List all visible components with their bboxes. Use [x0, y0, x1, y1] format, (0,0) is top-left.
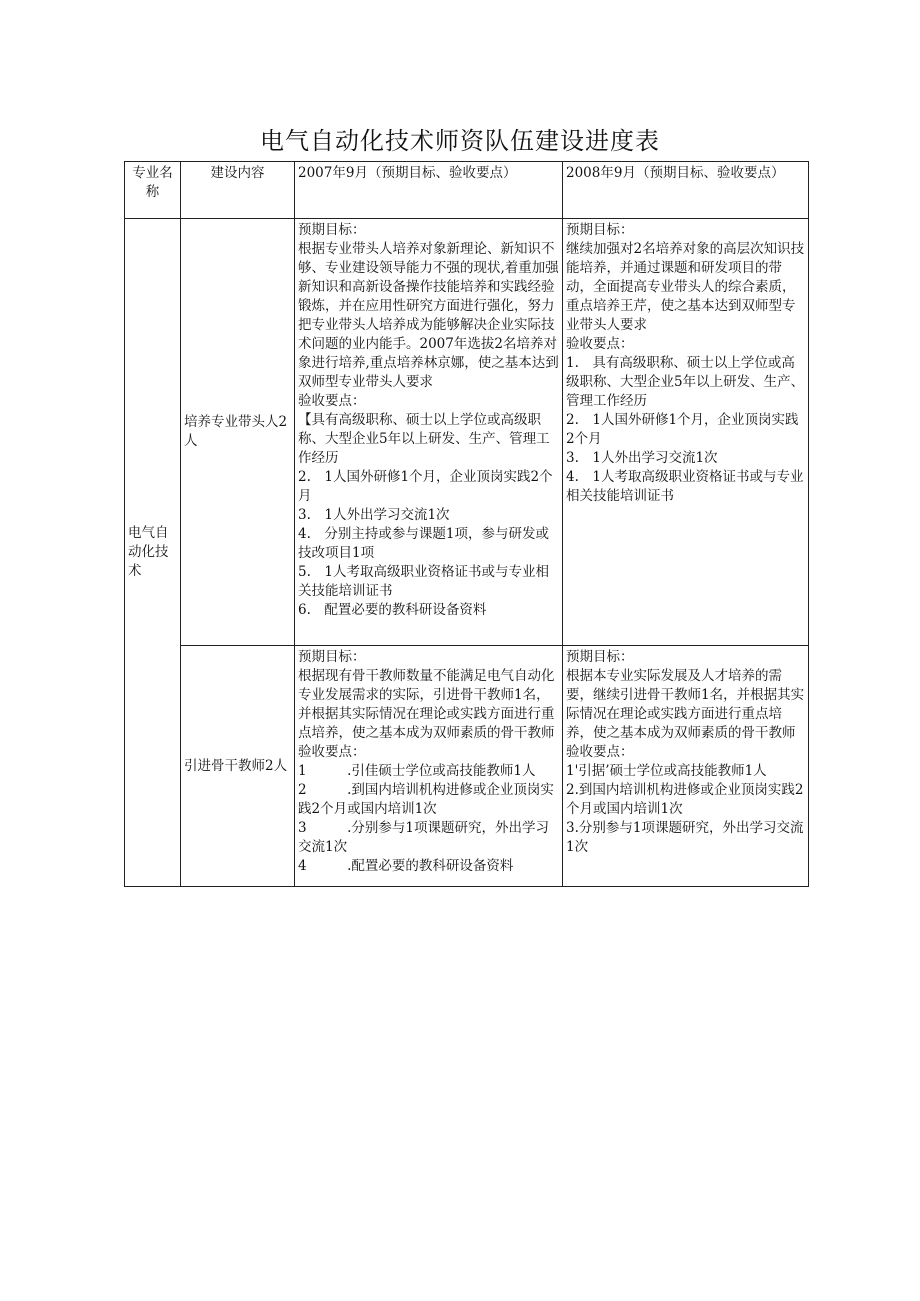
text-line: 2.到国内培训机构进修或企业顶岗实践2个月或国内培训1次 [566, 782, 804, 817]
table-row [125, 646, 809, 887]
text-line: 3. 1人外出学习交流1次 [298, 507, 450, 523]
text-line: 2 .到国内培训机构进修或企业顶岗实践2个月或国内培训1次 [298, 782, 554, 817]
text-line: 5. 1人考取高级职业资格证书或与专业相关技能培训证书 [298, 564, 549, 599]
cell-2007 [295, 219, 563, 646]
text-line: 2. 1人国外研修1个月，企业顶岗实践2个月 [298, 469, 553, 504]
text-line: 预期目标： [298, 222, 366, 238]
cell-2007-text [298, 648, 559, 884]
header-2007: 2007年9月（预期目标、验收要点） [295, 162, 563, 219]
text-line: 4 .配置必要的教科研设备资料 [298, 858, 514, 874]
progress-table [124, 161, 809, 887]
header-2008: 2008年9月（预期目标、验收要点） [563, 162, 809, 219]
content-cell: 培养专业带头人2人 [181, 219, 295, 646]
text-line: 预期目标： [566, 222, 634, 238]
text-line: 3.分别参与1项课题研究，外出学习交流1次 [566, 820, 804, 855]
text-line: 3. 1人外出学习交流1次 [566, 450, 718, 466]
text-line: 【具有高级职称、硕士以上学位或高级职称、大型企业5年以上研发、生产、管理工作经历 [298, 412, 550, 466]
page-title: 电气自动化技术师资队伍建设进度表 [260, 127, 660, 155]
text-line: 4. 1人考取高级职业资格证书或与专业相关技能培训证书 [566, 469, 804, 504]
text-line: 1'引据’硕士学位或高技能教师1人 [566, 763, 767, 779]
cell-2007 [295, 646, 563, 887]
text-line: 预期目标： [298, 649, 366, 665]
text-line: 根据本专业实际发展及人才培养的需要，继续引进骨干教师1名，并根据其实际情况在理论或实践方面进行重点培养，使之基本成为双师素质的骨干教师验收要点： [566, 668, 805, 760]
text-line: 验收要点： [298, 393, 366, 409]
header-major: 专业名称 [125, 162, 181, 219]
major-name-cell: 电气自动化技术 [125, 219, 181, 887]
text-line: 6. 配置必要的教科研设备资料 [298, 602, 487, 618]
text-line: 验收要点： [566, 336, 634, 352]
text-line: 1 .引佳硕士学位或高技能教师1人 [298, 763, 536, 779]
text-line: 根据现有骨干教师数量不能满足电气自动化专业发展需求的实际，引进骨干教师1名，并根据其实际情况在理论或实践方面进行重点培养，使之基本成为双师素质的骨干教师验收要点： [298, 668, 555, 760]
text-line: 预期目标： [566, 649, 634, 665]
text-line: 3 .分别参与1项课题研究，外出学习交流1次 [298, 820, 549, 855]
header-content: 建设内容 [181, 162, 295, 219]
header-row [125, 162, 809, 219]
content-cell: 引进骨干教师2人 [181, 646, 295, 887]
cell-2008 [563, 219, 809, 646]
text-line: 4. 分别主持或参与课题1项，参与研发或技改项目1项 [298, 526, 549, 561]
text-line: 1. 具有高级职称、硕士以上学位或高级职称、大型企业5年以上研发、生产、管理工作经历 [566, 355, 805, 409]
text-line: 继续加强对2名培养对象的高层次知识技能培养，并通过课题和研发项目的带动，全面提高专业带头人的综合素质，重点培养王芹，使之基本达到双师型专业带头人要求 [566, 241, 805, 333]
cell-2008 [563, 646, 809, 887]
text-line: 2. 1人国外研修1个月，企业顶岗实践2个月 [566, 412, 799, 447]
text-line: 根据专业带头人培养对象新理论、新知识不够、专业建设领导能力不强的现状,着重加强新知识和高新设备操作技能培养和实践经验锻炼，并在应用性研究方面进行强化，努力把专业带头人培养成为能够解决企业实际技术问题的业内能手。2007年选拔2名培养对象进行培养,重点培养林京娜，使之基本达到双师型专业带头人要求 [298, 241, 559, 390]
table-row [125, 219, 809, 646]
